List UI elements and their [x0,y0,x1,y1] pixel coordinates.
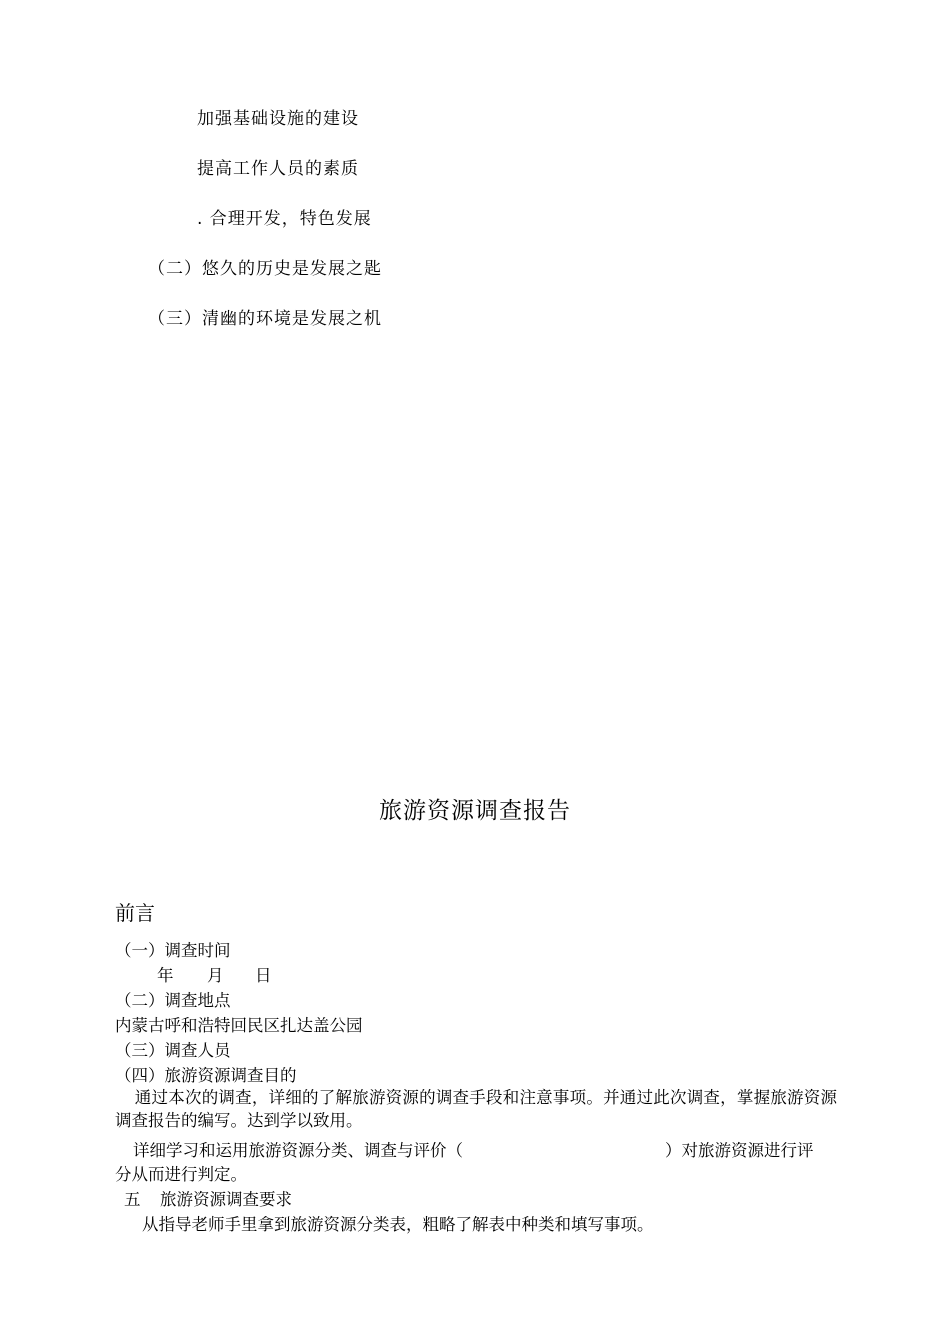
survey-staff-heading: （三）调查人员 [115,1041,231,1060]
purpose-paragraph-2-start: 详细学习和运用旅游资源分类、调查与评价（ [133,1141,463,1160]
purpose-paragraph-1: 通过本次的调查，详细的了解旅游资源的调查手段和注意事项。并通过此次调查，掌握旅游资源调查报告的编写。达到学以致用。 [115,1088,837,1130]
survey-location-heading: （二）调查地点 [115,991,231,1010]
survey-requirements-number: 五 [124,1190,141,1209]
outline-section-environment: （三）清幽的环境是发展之机 [148,309,382,329]
survey-requirements-heading: 旅游资源调查要求 [160,1190,292,1209]
preface-heading: 前言 [115,901,155,925]
outline-item-infrastructure: 加强基础设施的建设 [197,109,359,129]
survey-purpose-heading: （四）旅游资源调查目的 [115,1066,297,1085]
outline-section-history: （二）悠久的历史是发展之匙 [148,259,382,279]
requirement-paragraph-1: 从指导老师手里拿到旅游资源分类表，粗略了解表中种类和填写事项。 [142,1215,654,1234]
purpose-paragraph-2-continued: 分从而进行判定。 [115,1165,247,1184]
survey-time-heading: （一）调查时间 [115,941,231,960]
date-day-label: 日 [255,966,272,985]
date-month-label: 月 [207,966,224,985]
outline-item-rational-development: . 合理开发，特色发展 [197,209,372,229]
date-year-label: 年 [157,966,174,985]
survey-location: 内蒙古呼和浩特回民区扎达盖公园 [115,1016,363,1035]
report-title: 旅游资源调查报告 [379,798,571,824]
outline-item-staff-quality: 提高工作人员的素质 [197,159,359,179]
purpose-paragraph-2-end: ）对旅游资源进行评 [665,1141,814,1160]
